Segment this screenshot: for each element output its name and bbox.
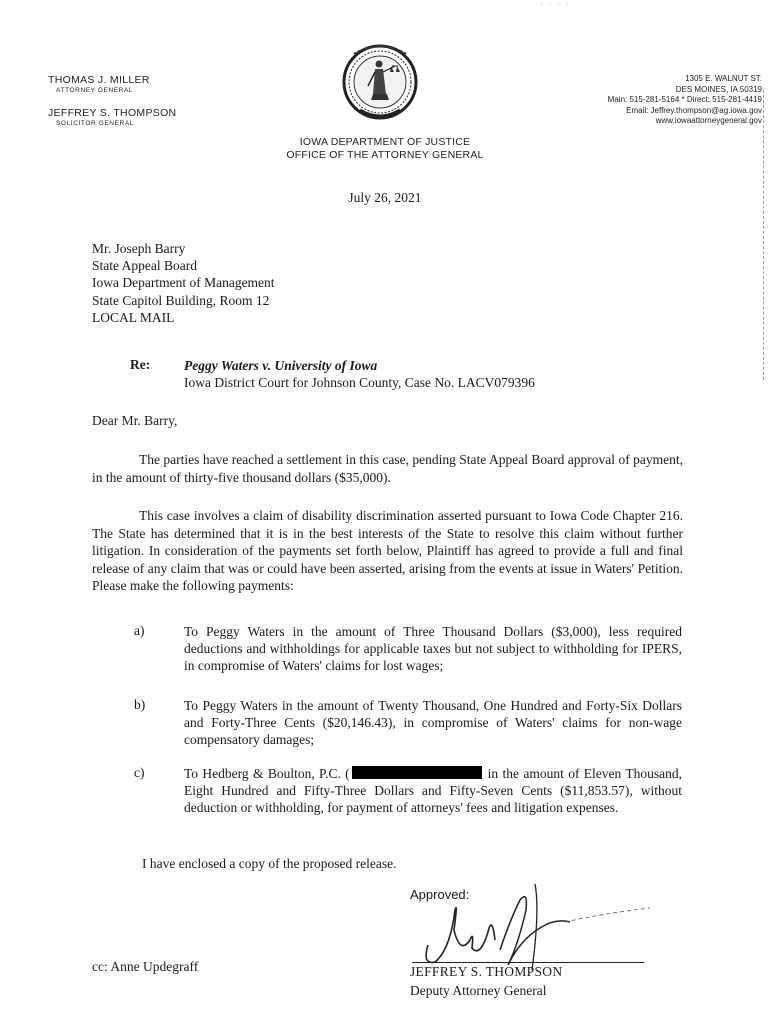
recipient-line-1: Mr. Joseph Barry xyxy=(92,241,186,256)
item-c-text xyxy=(184,765,682,817)
item-c-label: c) xyxy=(134,765,145,780)
phone-numbers: Main: 515-281-5164 * Direct: 515-281-4419 xyxy=(607,95,762,104)
iowa-seal-icon xyxy=(340,42,420,132)
item-a-label: a) xyxy=(134,623,145,638)
re-label: Re: xyxy=(130,357,151,372)
item-c-text-before: To Hedberg & Boulton, P.C. ( xyxy=(184,766,350,781)
enclosure-note: I have enclosed a copy of the proposed release. xyxy=(142,856,397,871)
sg-title: SOLICITOR GENERAL xyxy=(56,120,134,127)
re-block xyxy=(184,357,535,391)
paragraph-1-text: The parties have reached a settlement in this case, pending State Appeal Board approval of payment, in the amount of thirty-five thousand dollars ($35,000). xyxy=(92,452,683,485)
ag-name: THOMAS J. MILLER xyxy=(48,74,150,86)
redaction-bar xyxy=(352,766,482,779)
paragraph-2 xyxy=(92,507,683,595)
sg-name: JEFFREY S. THOMPSON xyxy=(48,107,177,119)
recipient-line-4: State Capitol Building, Room 12 xyxy=(92,292,270,308)
website: www.iowaattorneygeneral.gov xyxy=(655,116,762,125)
recipient-line-2: State Appeal Board xyxy=(92,258,197,274)
paragraph-1 xyxy=(92,451,683,486)
letterhead-right xyxy=(510,74,762,127)
signer-title: Deputy Attorney General xyxy=(410,983,547,998)
dept-line-2: OFFICE OF THE ATTORNEY GENERAL xyxy=(286,149,484,161)
case-title: Peggy Waters v. University of Iowa xyxy=(184,358,378,373)
approved-label: Approved: xyxy=(410,887,470,902)
paragraph-2-text: This case involves a claim of disability discrimination asserted pursuant to Iowa Code Chapter 216. The State has determined that it is in the best interests of the State to resolve this claim without further litigation. In consideration of the payments set forth below, Plaintiff has agreed to provide a full and final release of any claim that was or could have been asserted, arising from the events at issue in Waters' Petition. Please make the following payments: xyxy=(92,508,683,594)
email-address: Email: Jeffrey.thompson@ag.iowa.gov xyxy=(626,105,762,115)
scan-edge-line xyxy=(763,90,764,380)
letter-date: July 26, 2021 xyxy=(348,190,422,205)
item-b-text: To Peggy Waters in the amount of Twenty Thousand, One Hundred and Forty-Six Dollars and Forty-Three Cents ($20,146.43), in compromise of Waters' claims for non-wage compensatory damages; xyxy=(184,698,682,748)
court-line: Iowa District Court for Johnson County, Case No. LACV079396 xyxy=(184,375,535,391)
street-address: 1305 E. WALNUT ST. xyxy=(685,74,762,83)
recipient-line-3: Iowa Department of Management xyxy=(92,275,275,291)
dept-line-1: IOWA DEPARTMENT OF JUSTICE xyxy=(299,136,471,148)
item-a-text: To Peggy Waters in the amount of Three Thousand Dollars ($3,000), less required deductions and withholdings for applicable taxes but not subject to withholding for IPERS, in compromise of Waters' claims for lost wages; xyxy=(184,624,682,674)
city-address: DES MOINES, IA 50319 xyxy=(675,84,762,94)
cc-line: cc: Anne Updegraff xyxy=(92,959,199,974)
recipient-address xyxy=(92,240,275,326)
recipient-line-5: LOCAL MAIL xyxy=(92,309,175,325)
scan-mark: · · · · xyxy=(540,0,571,9)
signer-name: JEFFREY S. THOMPSON xyxy=(410,964,563,979)
letterhead-left xyxy=(48,74,176,128)
item-b-label: b) xyxy=(134,697,146,712)
ag-title: ATTORNEY GENERAL xyxy=(56,87,134,94)
item-c-text-after: in the amount of Eleven Thousand, Eight Hundred and Fifty-Three Dollars and Fifty-Seven Cents ($11,853.57), without deduction or withholding, for payment of attorneys' fees and litigation expenses. xyxy=(184,766,682,816)
department-name xyxy=(280,136,490,162)
salutation: Dear Mr. Barry, xyxy=(92,413,178,428)
signature-line xyxy=(412,962,644,963)
